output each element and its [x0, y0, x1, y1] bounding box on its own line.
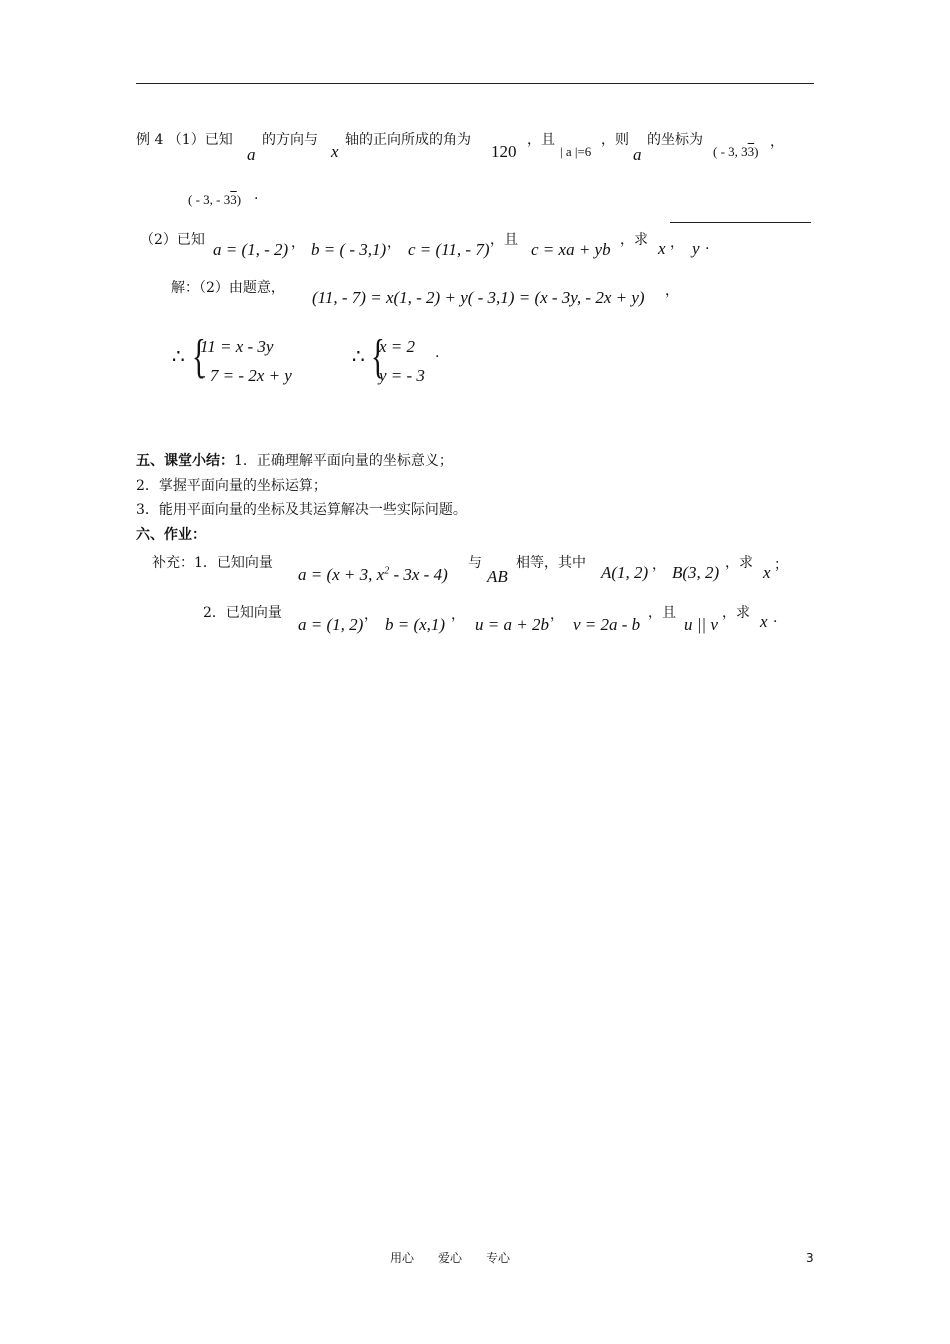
therefore-symbol: ∴: [172, 344, 185, 368]
sqrt: 3: [230, 192, 237, 207]
sqrt: 3: [747, 144, 755, 159]
var-x: x: [760, 612, 768, 631]
text: ，: [670, 235, 684, 251]
text: ，: [451, 607, 465, 623]
point-a: A(1, 2): [601, 563, 649, 582]
text: ，: [652, 557, 666, 573]
var-y: y: [692, 239, 700, 258]
text: ，且: [527, 132, 555, 148]
system1-line1: 11 = x - 3y: [200, 337, 274, 356]
text: ，求: [620, 232, 648, 248]
text: a = (x + 3, x: [298, 565, 385, 584]
eq-b: b = ( - 3,1): [311, 240, 387, 259]
vector-a: a: [633, 145, 642, 164]
summary-heading: 五、课堂小结：: [136, 453, 234, 469]
text: 的方向与: [262, 132, 318, 148]
text: .: [435, 345, 440, 361]
eq-u: u = a + 2b: [475, 615, 549, 634]
superscript: 2: [384, 565, 390, 577]
text: ，则: [601, 132, 629, 148]
vector-a: a: [247, 145, 256, 164]
text: ( - 3, - 3: [188, 192, 231, 207]
parallel-condition: u || v: [684, 615, 718, 634]
text: ，且: [648, 605, 676, 621]
text: ，: [387, 235, 401, 251]
text: ，: [665, 283, 679, 299]
text: ，求: [722, 605, 750, 621]
text: 轴的正向所成的角为: [345, 132, 471, 148]
var-x: x: [658, 239, 666, 258]
eq-a: a = (1, - 2): [213, 240, 289, 259]
text: ，且: [490, 232, 518, 248]
header-rule: [136, 83, 814, 84]
part2-label: （2）已知: [140, 232, 205, 248]
eq-b: b = (x,1): [385, 615, 446, 634]
text: ，: [770, 134, 784, 150]
footer-motto: 用心 爱心 专心: [390, 1251, 511, 1265]
system1-line2: - 7 = - 2x + y: [200, 366, 292, 385]
eq-v: v = 2a - b: [573, 615, 641, 634]
text: .: [705, 237, 710, 253]
text: ；: [774, 557, 788, 573]
text: .: [254, 187, 259, 203]
eq-a: a = (1, 2): [298, 615, 364, 634]
solution-equation: (11, - 7) = x(1, - 2) + y( - 3,1) = (x - 3y, - 2x + y): [312, 288, 645, 307]
text: 与: [468, 555, 482, 571]
homework-heading: 六、作业：: [136, 527, 206, 543]
summary-item: 1．正确理解平面向量的坐标意义；: [234, 453, 453, 469]
summary-item: 2．掌握平面向量的坐标运算；: [136, 478, 327, 494]
answer-underline: [670, 222, 811, 223]
text: ，: [291, 235, 305, 251]
text: ): [236, 192, 242, 207]
text: ，: [364, 607, 378, 623]
point-b: B(3, 2): [672, 563, 720, 582]
text: 相等，其中: [516, 555, 586, 571]
solution-label: 解：（2）由题意，: [171, 280, 285, 296]
text: .: [773, 610, 778, 626]
text: ( - 3, 3: [713, 144, 748, 159]
system2-line2: y = - 3: [379, 366, 425, 385]
answer-coord-2: [188, 193, 241, 206]
answer-coord-1: [713, 145, 759, 158]
brace: {: [192, 330, 206, 383]
summary-line1: [136, 454, 453, 468]
abs-a: | a |=6: [560, 144, 592, 159]
text: ，: [550, 607, 564, 623]
brace: {: [371, 330, 385, 383]
var-x: x: [331, 142, 339, 161]
example4-label: 例 4 （1）已知: [136, 132, 233, 148]
summary-item: 3．能用平面向量的坐标及其运算解决一些实际问题。: [136, 502, 467, 518]
system2-line1: x = 2: [379, 337, 416, 356]
eq-c: c = (11, - 7): [408, 240, 490, 259]
hw-q1-label: 补充：1．已知向量: [152, 555, 273, 571]
var-x: x: [763, 563, 771, 582]
text: ): [754, 144, 759, 159]
text: 的坐标为: [647, 132, 703, 148]
page-number: 3: [806, 1251, 814, 1265]
eq-combination: c = xa + yb: [531, 240, 611, 259]
hw-q1-eq: [298, 566, 448, 583]
angle-value: 120: [491, 142, 517, 161]
text: ，求: [725, 555, 753, 571]
hw-q2-label: 2．已知向量: [203, 605, 282, 621]
text: - 3x - 4): [389, 565, 448, 584]
therefore-symbol: ∴: [352, 344, 365, 368]
vector-ab: AB: [487, 567, 508, 586]
